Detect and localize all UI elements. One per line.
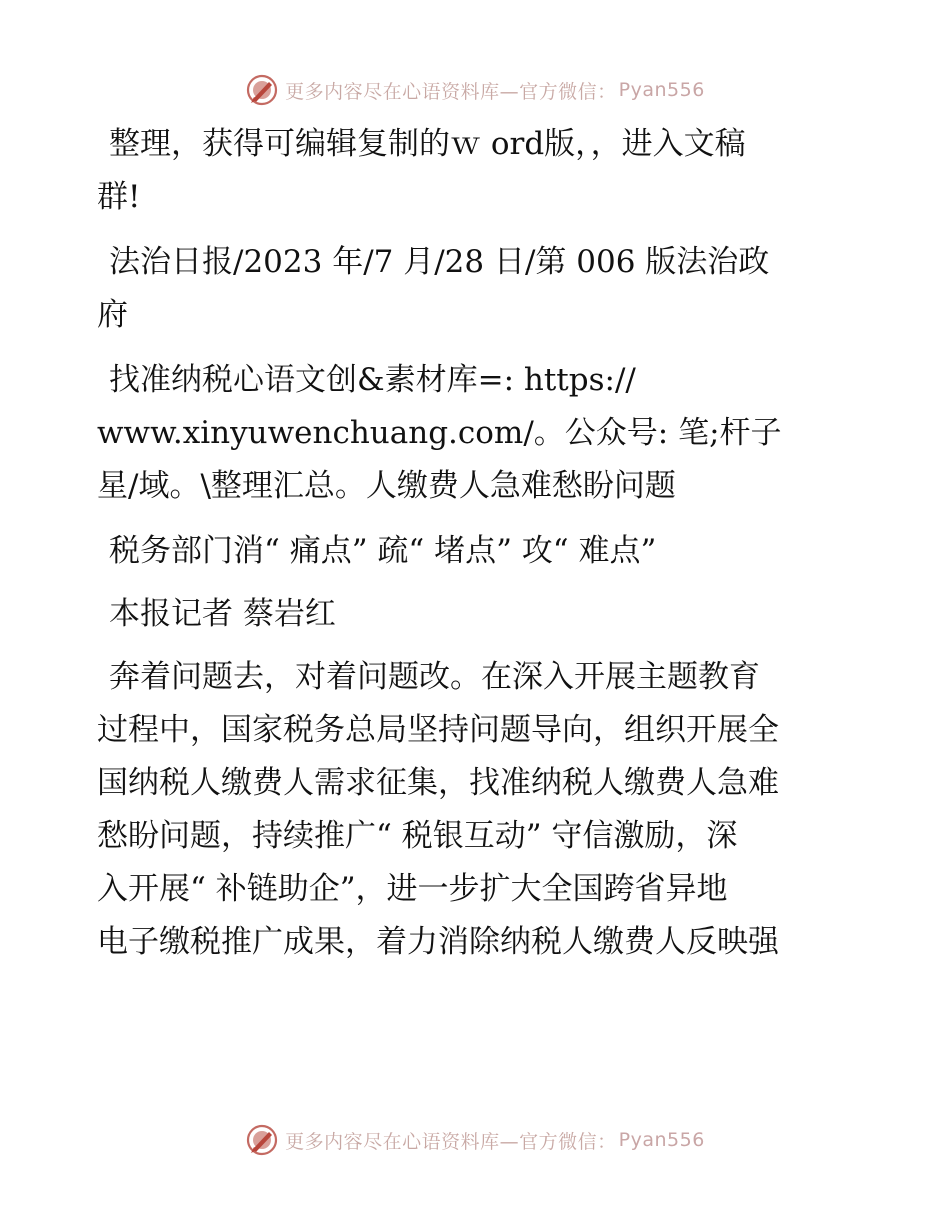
banner-handle: Pyan556 [618,79,705,101]
paragraph-intro [97,118,857,224]
text-line: 群! [97,179,141,215]
text-line: 法治日报/2023 年/7 月/28 日/第 006 版法治政 [109,244,770,280]
text-line: 过程中，国家税务总局坚持问题导向，组织开展全 [97,712,779,748]
text-line: 愁盼问题，持续推广“ 税银互动” 守信激励，深 [97,818,738,854]
text-line: 税务部门消“ 痛点” 疏“ 堵点” 攻“ 难点” [109,533,657,569]
text-line: 找准纳税心语文创&素材库=: https:// [109,362,636,398]
text-line: 国纳税人缴费人需求征集，找准纳税人缴费人急难 [97,765,779,801]
article-headline [97,525,857,578]
article-byline [97,588,857,641]
article-paragraph [97,651,857,969]
text-line: 整理，获得可编辑复制的ｗ ord版，，进入文稿 [109,126,746,162]
header-watermark-banner [0,70,950,110]
text-line: 本报记者 蔡岩红 [109,596,336,632]
banner-text: 更多内容尽在心语资料库—官方微信： [285,1130,617,1153]
footer-watermark-banner [0,1120,950,1160]
document-body [97,118,857,981]
text-line: 入开展“ 补链助企”，进一步扩大全国跨省异地 [97,871,728,907]
pen-seal-logo-icon [245,73,279,107]
text-line: 奔着问题去，对着问题改。在深入开展主题教育 [109,659,760,695]
banner-text: 更多内容尽在心语资料库—官方微信： [285,80,617,103]
banner-handle: Pyan556 [618,1129,705,1151]
paragraph-library-note [97,354,857,513]
text-line: 星/域。\整理汇总。人缴费人急难愁盼问题 [97,468,676,504]
paragraph-source [97,236,857,342]
pen-seal-logo-icon [245,1123,279,1157]
text-line: 府 [97,297,128,333]
text-line: www.xinyuwenchuang.com/。公众号: 笔;杆子 [97,415,782,451]
text-line: 电子缴税推广成果，着力消除纳税人缴费人反映强 [97,924,779,960]
